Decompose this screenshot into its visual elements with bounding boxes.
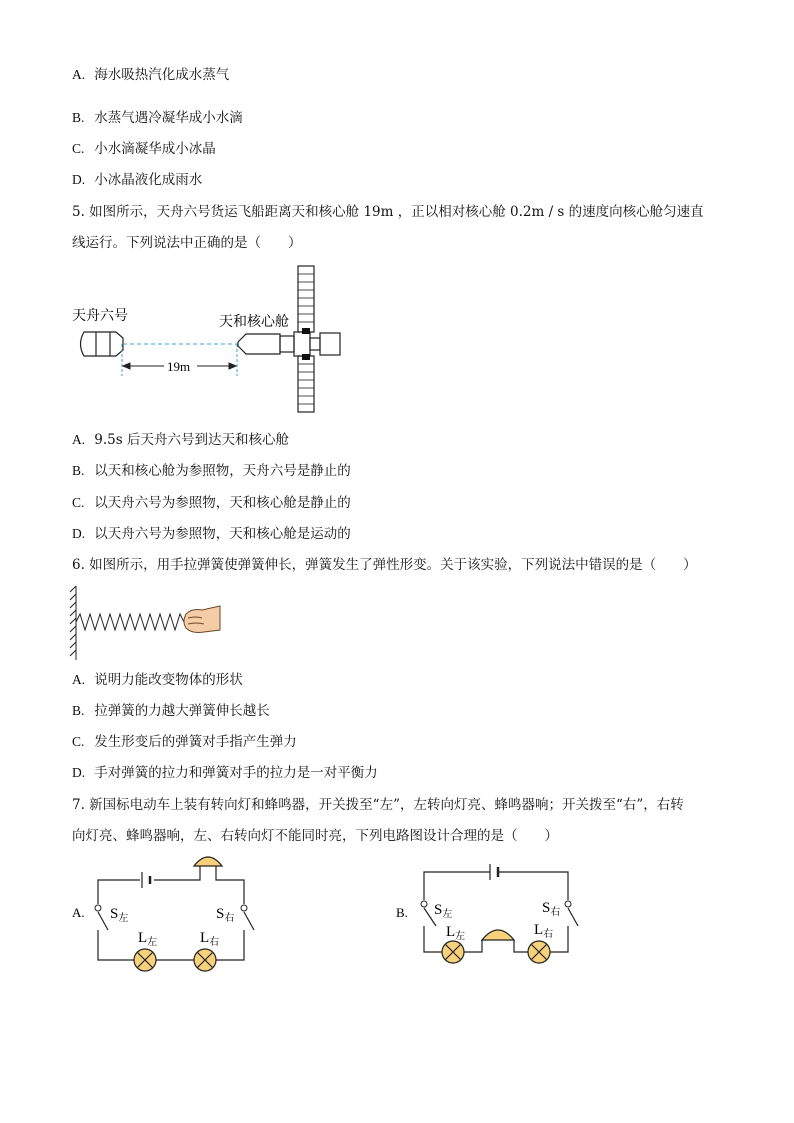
option-text: 以天和核心舱为参照物，天舟六号是静止的: [94, 463, 351, 479]
option-text: 9.5s 后天舟六号到达天和核心舱: [94, 432, 289, 448]
wall-hatch: [70, 586, 76, 660]
option-letter: A.: [72, 67, 86, 82]
option-text: 以天舟六号为参照物，天和核心舱是运动的: [94, 526, 351, 542]
q5-stem-line2: 线运行。下列说法中正确的是（ ）: [72, 235, 302, 251]
lamp-right-icon: [194, 949, 216, 971]
switch-right-label: $S_右$: [542, 900, 561, 918]
option-text: 小水滴凝华成小冰晶: [94, 141, 216, 157]
lamp-left-icon: [134, 949, 156, 971]
option-letter: B.: [72, 703, 85, 718]
spring: [76, 614, 184, 630]
lamp-right-label: $L_右$: [534, 922, 554, 940]
q6-option-b: [72, 702, 270, 720]
lamp-right-label: $L_右$: [200, 930, 220, 948]
tianzhou-craft: [81, 332, 124, 356]
circuit-b-letter: B.: [396, 905, 408, 920]
option-text: 拉弹簧的力越大弹簧伸长越长: [94, 703, 270, 719]
q6-spring-figure: [68, 584, 228, 662]
option-letter: C.: [72, 734, 85, 749]
label-tianhe: 天和核心舱: [219, 315, 289, 330]
q5-stem-line1: 5. 如图所示，天舟六号货运飞船距离天和核心舱 19m ，正以相对核心舱 0.2m / s 的速度向核心舱匀速直: [72, 204, 704, 220]
circuit-b: [394, 852, 594, 977]
battery-icon: [142, 872, 150, 888]
switch-left-label: $S_左$: [110, 906, 129, 924]
switch-left-label: $S_左$: [434, 902, 453, 920]
battery-icon: [490, 864, 498, 880]
station-joints: [302, 328, 310, 360]
q4-option-a: [72, 66, 229, 84]
solar-panel-grid: [298, 274, 314, 404]
hand-icon: [184, 606, 220, 633]
option-letter: D.: [72, 172, 86, 187]
option-letter: A.: [72, 672, 86, 687]
q6-stem: 6. 如图所示，用手拉弹簧使弹簧伸长，弹簧发生了弹性形变。关于该实验，下列说法中错误的是（ ）: [72, 557, 697, 573]
label-tianzhou: 天舟六号: [72, 309, 128, 324]
option-text: 水蒸气遇冷凝华成小水滴: [94, 110, 243, 126]
switch-right-label: $S_右$: [216, 906, 235, 924]
option-letter: A.: [72, 432, 86, 447]
option-text: 小冰晶液化成雨水: [94, 172, 203, 188]
lamp-right-icon: [528, 941, 550, 963]
lamp-left-label: $L_左$: [138, 930, 158, 948]
option-letter: C.: [72, 141, 85, 156]
q5-option-c: [72, 494, 351, 512]
buzzer-icon: [194, 857, 222, 866]
lamp-left-icon: [442, 941, 464, 963]
q4-option-d: [72, 171, 202, 189]
circuit-a: [68, 850, 268, 975]
q6-option-a: [72, 671, 243, 689]
option-letter: D.: [72, 526, 86, 541]
option-letter: C.: [72, 495, 85, 510]
option-text: 以天舟六号为参照物，天和核心舱是静止的: [94, 495, 351, 511]
q4-option-c: [72, 140, 216, 158]
q6-option-d: [72, 764, 378, 782]
option-letter: B.: [72, 463, 85, 478]
q4-option-b: [72, 109, 243, 127]
q7-stem-line1: 7. 新国标电动车上装有转向灯和蜂鸣器，开关拨至“左”，左转向灯亮、蜂鸣器响；开关拨至“右”，右转: [72, 797, 684, 813]
option-text: 手对弹簧的拉力和弹簧对手的拉力是一对平衡力: [94, 765, 378, 781]
q7-stem-line2: 向灯亮、蜂鸣器响，左、右转向灯不能同时亮，下列电路图设计合理的是（ ）: [72, 828, 558, 844]
q6-option-c: [72, 733, 297, 751]
buzzer-icon: [482, 930, 514, 940]
q5-option-b: [72, 462, 351, 480]
q5-option-a: [72, 431, 289, 449]
q5-spacecraft-figure: [66, 262, 356, 418]
option-text: 海水吸热汽化成水蒸气: [94, 67, 230, 83]
option-text: 发生形变后的弹簧对手指产生弹力: [94, 734, 297, 750]
option-letter: B.: [72, 110, 85, 125]
option-text: 说明力能改变物体的形状: [94, 672, 243, 688]
distance-label: 19m: [167, 359, 191, 374]
tianhe-station: [238, 266, 340, 412]
option-letter: D.: [72, 765, 86, 780]
circuit-a-letter: A.: [72, 905, 85, 920]
lamp-left-label: $L_左$: [446, 924, 466, 942]
q5-option-d: [72, 525, 351, 543]
